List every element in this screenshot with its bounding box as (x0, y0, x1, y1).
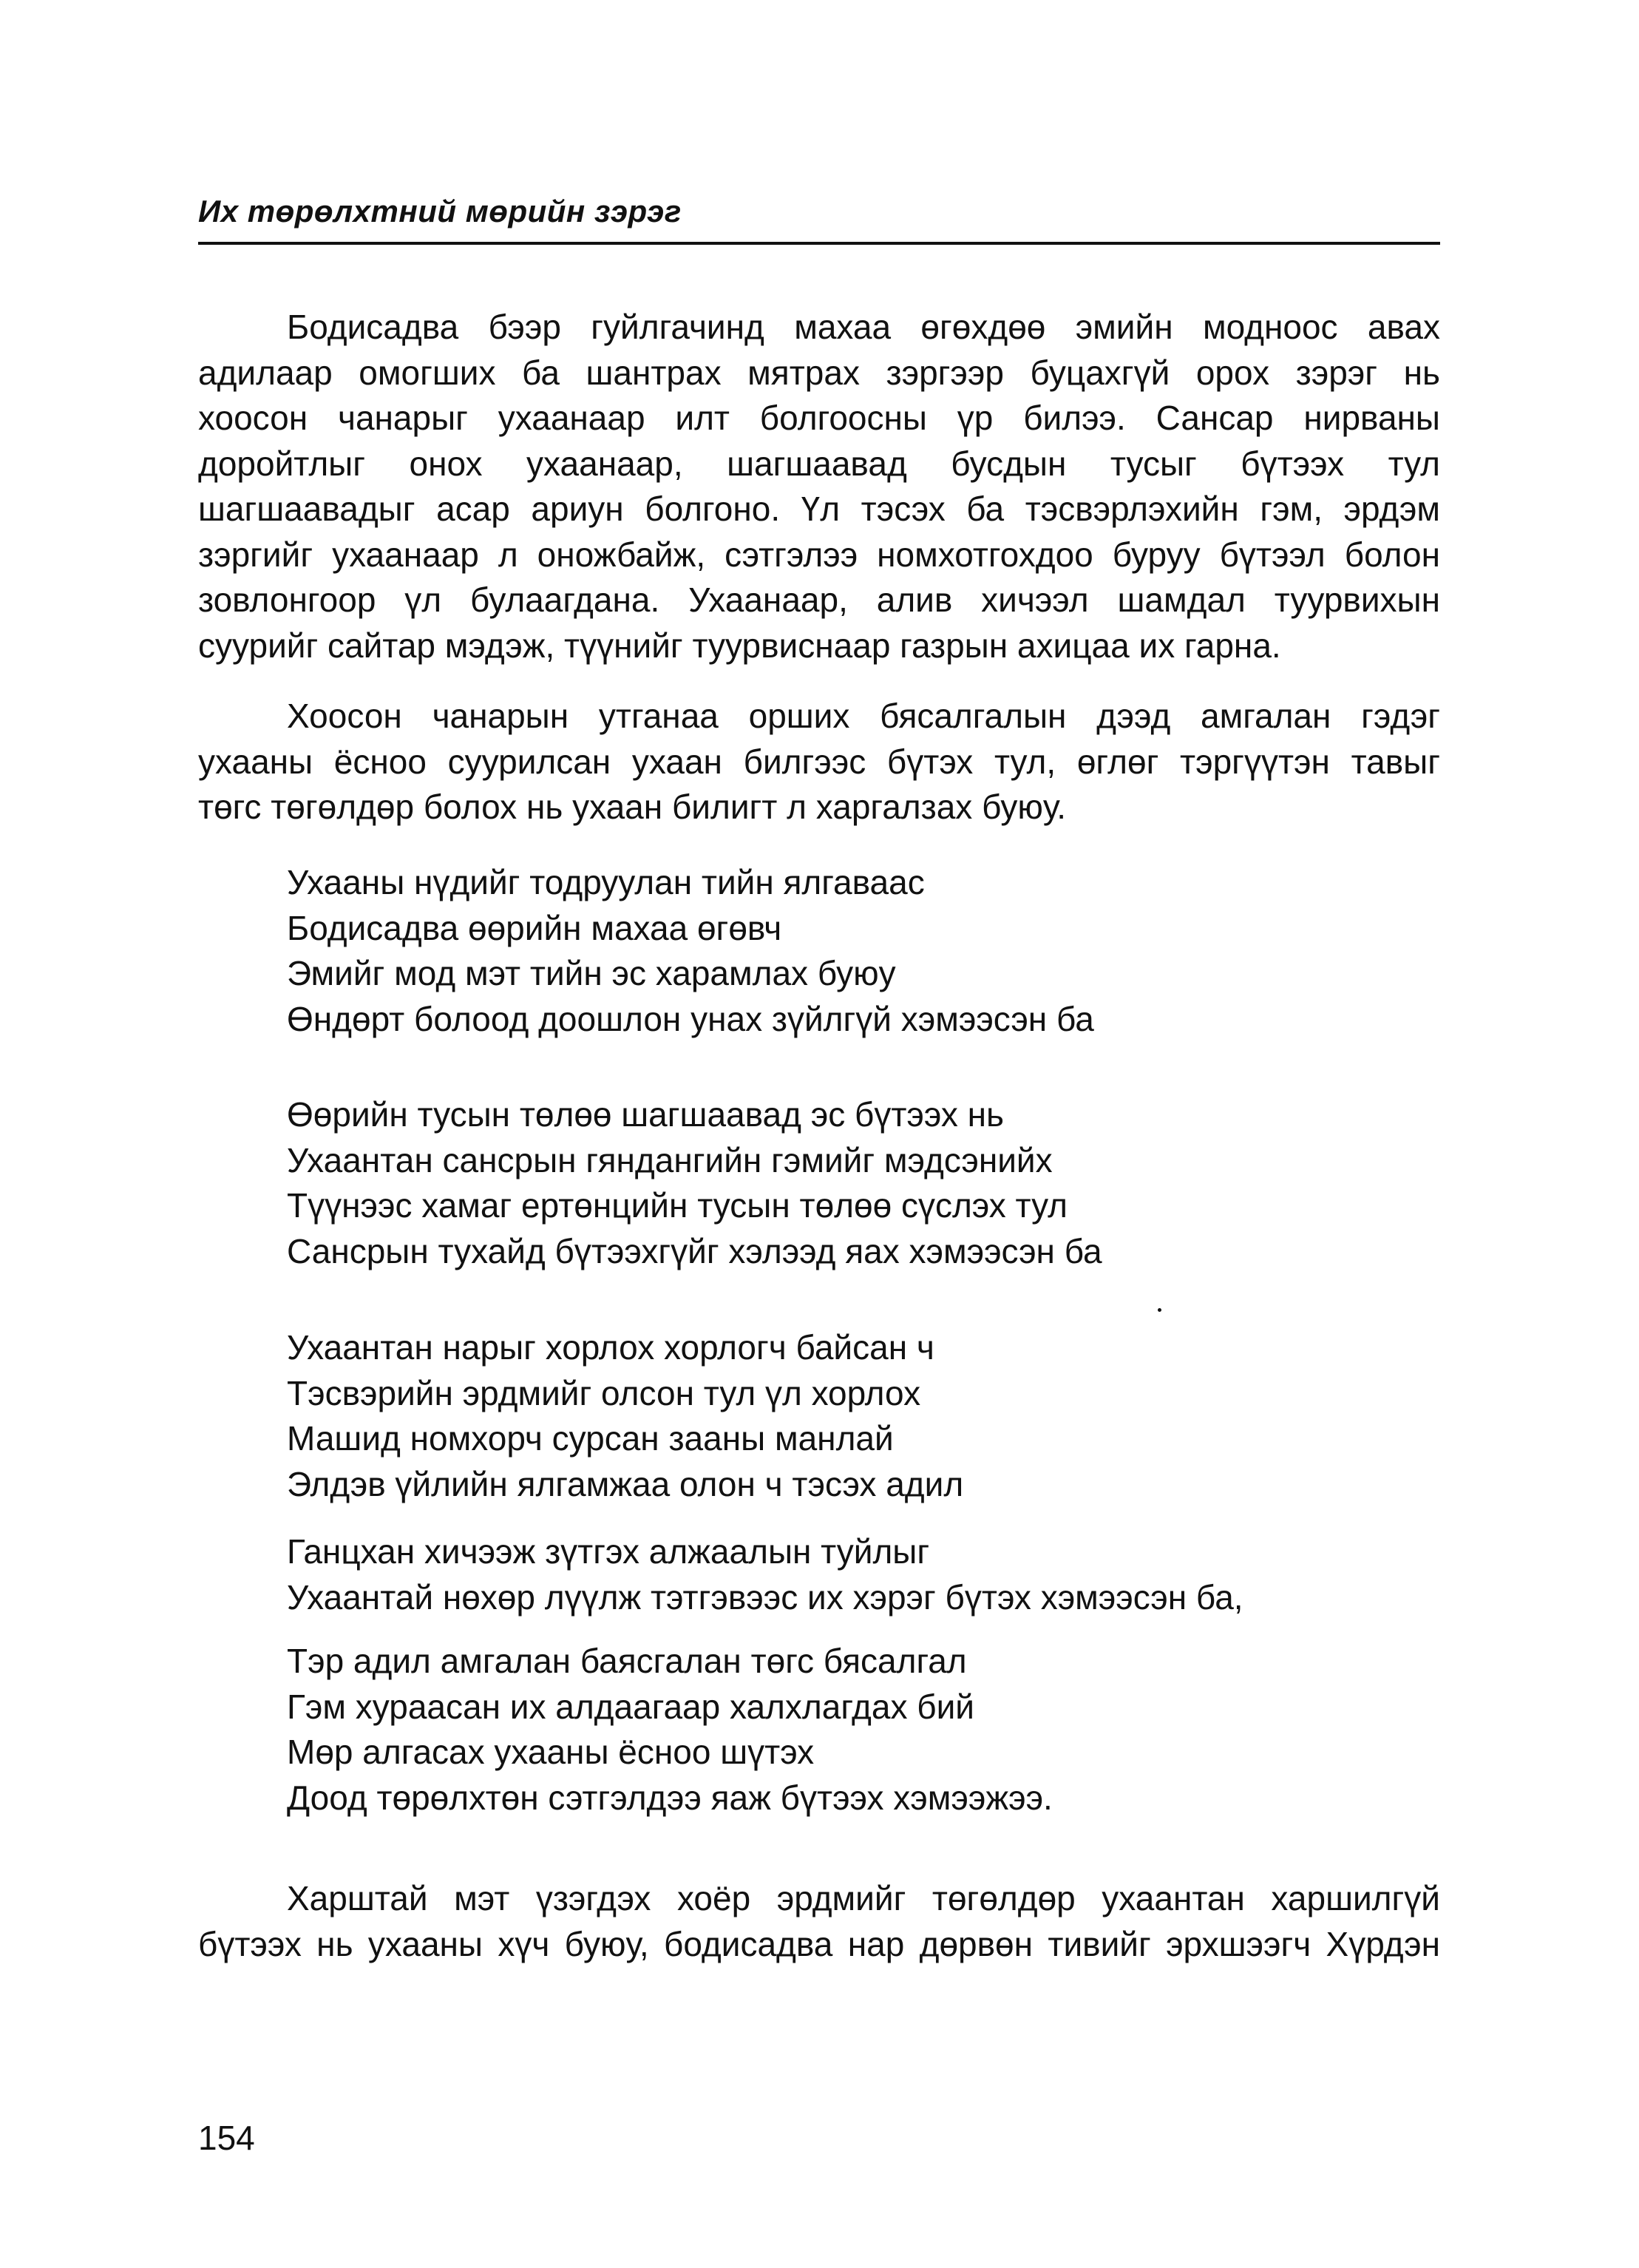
verse-stanza-4 (287, 1529, 1243, 1620)
verse-line: Гэм хураасан их алдаагаар халхлагдах бий (287, 1687, 974, 1726)
stray-ink-dot (1158, 1308, 1161, 1312)
paragraph-line: төгс төгөлдөр болох нь ухаан билигт л харгалзах буюу. (198, 788, 1067, 826)
verse-stanza-2 (287, 1092, 1102, 1274)
verse-stanza-3 (287, 1325, 963, 1507)
paragraph-2 (198, 694, 1440, 830)
paragraph-line: бүтээх нь ухааны хүч буюу, бодисадва нар дөрвөн тивийг эрхшээгч Хүрдэн (198, 1924, 1440, 1963)
running-header: Их төрөлхтний мөрийн зэрэг (198, 194, 682, 229)
paragraph-line: адилаар омогших ба шантрах мятрах зэргээр буцахгүй орох зэрэг нь (198, 353, 1440, 392)
verse-line: Тэр адил амгалан баясгалан төгс бясалгал (287, 1642, 967, 1680)
page-number: 154 (198, 2119, 255, 2157)
verse-line: Сансрын тухайд бүтээхгүйг хэлээд яах хэмээсэн ба (287, 1231, 1102, 1270)
paragraph-line: зэргийг ухаанаар л оножбайж, сэтгэлээ номхотгохдоо буруу бүтээл болон (198, 535, 1440, 574)
paragraph-line: Хоосон чанарын утганаа орших бясалгалын дээд амгалан гэдэг (287, 697, 1440, 735)
paragraph-line: Бодисадва бээр гуйлгачинд махаа өгөхдөө эмийн модноос авах (287, 308, 1440, 346)
verse-line: Түүнээс хамаг ертөнцийн тусын төлөө сүслэх тул (287, 1186, 1068, 1225)
verse-line: Тэсвэрийн эрдмийг олсон тул үл хорлох (287, 1373, 921, 1412)
verse-line: Машид номхорч сурсан зааны манлай (287, 1419, 894, 1458)
paragraph-line: суурийг сайтар мэдэж, түүнийг туурвиснаар газрын ахицаа их гарна. (198, 626, 1281, 665)
paragraph-line: хоосон чанарыг ухаанаар илт болгоосны үр билээ. Сансар нирваны (198, 399, 1440, 437)
verse-stanza-1 (287, 860, 1094, 1042)
verse-line: Мөр алгасах ухааны ёсноо шүтэх (287, 1733, 815, 1771)
verse-stanza-5 (287, 1639, 1053, 1821)
paragraph-line: доройтлыг онох ухаанаар, шагшаавад бусдын тусыг бүтээх тул (198, 444, 1440, 483)
verse-line: Өөрийн тусын төлөө шагшаавад эс бүтээх нь (287, 1095, 1004, 1134)
paragraph-1 (198, 305, 1440, 668)
paragraph-line: шагшаавадыг асар ариун болгоно. Үл тэсэх ба тэсвэрлэхийн гэм, эрдэм (198, 490, 1440, 528)
verse-line: Доод төрөлхтөн сэтгэлдээ яаж бүтээх хэмээжээ. (287, 1778, 1053, 1817)
paragraph-line: зовлонгоор үл булаагдана. Ухаанаар, алив хичээл шамдал туурвихын (198, 580, 1440, 619)
paragraph-line: ухааны ёсноо суурилсан ухаан билгээс бүтэх тул, өглөг тэргүүтэн тавыг (198, 742, 1440, 781)
verse-line: Бодисадва өөрийн махаа өгөвч (287, 908, 782, 947)
paragraph-line: Харштай мэт үзэгдэх хоёр эрдмийг төгөлдөр ухаантан харшилгүй (287, 1879, 1440, 1917)
verse-line: Ганцхан хичээж зүтгэх алжаалын туйлыг (287, 1532, 930, 1571)
verse-line: Ухаантан сансрын гяндангийн гэмийг мэдсэнийх (287, 1140, 1053, 1179)
verse-line: Өндөрт болоод доошлон унах зүйлгүй хэмээсэн ба (287, 999, 1094, 1038)
paragraph-3 (198, 1876, 1440, 1967)
verse-line: Ухаантай нөхөр лүүлж тэтгэвээс их хэрэг бүтэх хэмээсэн ба, (287, 1577, 1243, 1617)
verse-line: Элдэв үйлийн ялгамжаа олон ч тэсэх адил (287, 1464, 964, 1503)
header-rule (198, 242, 1440, 245)
verse-line: Ухаантан нарыг хорлох хорлогч байсан ч (287, 1328, 934, 1367)
verse-line: Эмийг мод мэт тийн эс харамлах буюу (287, 954, 896, 992)
verse-line: Ухааны нүдийг тодруулан тийн ялгаваас (287, 863, 925, 901)
